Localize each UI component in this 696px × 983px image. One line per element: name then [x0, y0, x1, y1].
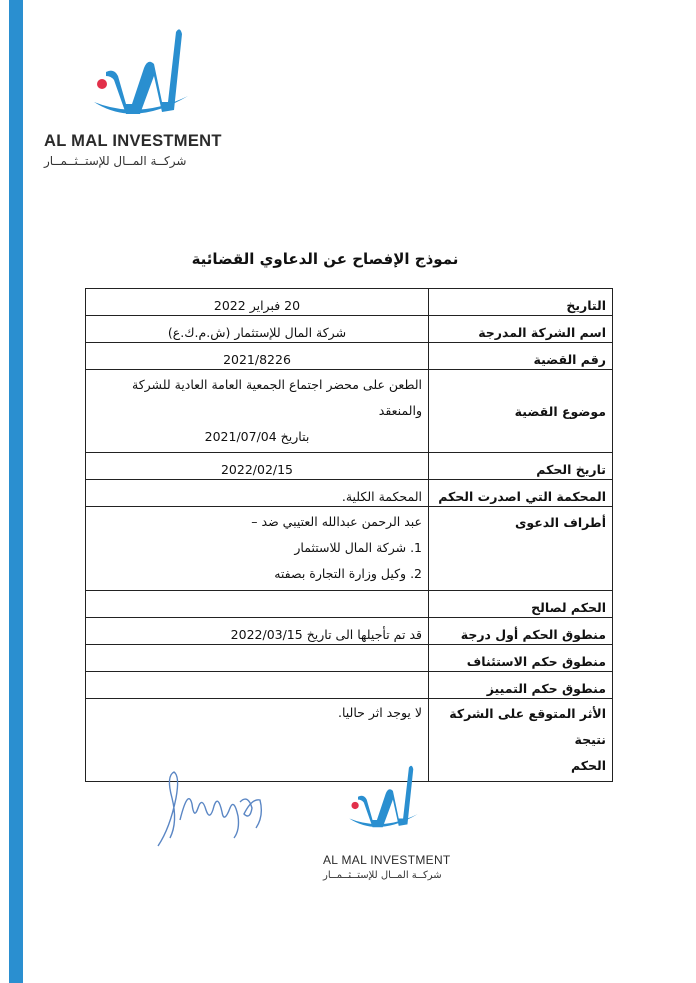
value-company: شركة المال للإستثمار (ش.م.ك.ع) [86, 316, 429, 343]
label-court: المحكمة التي اصدرت الحكم [429, 480, 613, 507]
label-date: التاريخ [429, 289, 613, 316]
label-case-subject: موضوع القضية [429, 370, 613, 453]
document-title: نموذج الإفصاح عن الدعاوي القضائية [191, 250, 459, 268]
left-accent-bar [9, 0, 23, 983]
value-parties [86, 507, 429, 591]
table-row [86, 370, 613, 453]
table-row [86, 672, 613, 699]
table-row [86, 453, 613, 480]
party-1: 1. شركة المال للاستثمار [294, 540, 422, 555]
brand-name-ar: شركــة المــال للإستــثــمــار [44, 154, 187, 168]
label-appeal: منطوق حكم الاستئناف [429, 645, 613, 672]
party-2: 2. وكيل وزارة التجارة بصفته [274, 566, 422, 581]
value-judgment-in-favor [86, 591, 429, 618]
value-court: المحكمة الكلية. [86, 480, 429, 507]
label-company: اسم الشركة المدرجة [429, 316, 613, 343]
label-first-instance: منطوق الحكم أول درجة [429, 618, 613, 645]
value-case-subject: الطعن على محضر اجتماع الجمعية العامة العادية للشركة والمنعقد بتاريخ 2021/07/04 [86, 370, 429, 453]
label-cassation: منطوق حكم التمييز [429, 672, 613, 699]
table-row [86, 645, 613, 672]
label-judgment-date: تاريخ الحكم [429, 453, 613, 480]
table-row [86, 507, 613, 591]
table-row [86, 343, 613, 370]
value-expected-impact: لا يوجد اثر حاليا. [86, 699, 429, 782]
table-row [86, 480, 613, 507]
value-appeal [86, 645, 429, 672]
table-row [86, 591, 613, 618]
value-judgment-date: 2022/02/15 [86, 453, 429, 480]
parties-intro: عبد الرحمن عبدالله العتيبي ضد – [251, 514, 422, 529]
al-mal-logo-icon [84, 24, 194, 129]
value-date: 20 فبراير 2022 [86, 289, 429, 316]
label-expected-impact: الأثر المتوقع على الشركة نتيجة الحكم [429, 699, 613, 782]
table-row [86, 618, 613, 645]
label-parties: أطراف الدعوى [429, 507, 613, 591]
brand-name-ar-bottom: شركــة المــال للإستــثــمــار [323, 870, 442, 881]
brand-name-en-bottom: AL MAL INVESTMENT [323, 853, 451, 867]
value-case-number: 2021/8226 [86, 343, 429, 370]
label-judgment-in-favor: الحكم لصالح [429, 591, 613, 618]
company-logo-top [44, 24, 234, 174]
handwritten-signature-icon [140, 758, 290, 858]
disclosure-table [85, 288, 613, 782]
table-row [86, 289, 613, 316]
al-mal-logo-icon [342, 760, 422, 840]
value-cassation [86, 672, 429, 699]
value-first-instance: قد تم تأجيلها الى تاريخ 2022/03/15 [86, 618, 429, 645]
company-logo-bottom [318, 760, 458, 890]
table-row [86, 316, 613, 343]
brand-name-en: AL MAL INVESTMENT [44, 132, 222, 150]
label-case-number: رقم القضية [429, 343, 613, 370]
